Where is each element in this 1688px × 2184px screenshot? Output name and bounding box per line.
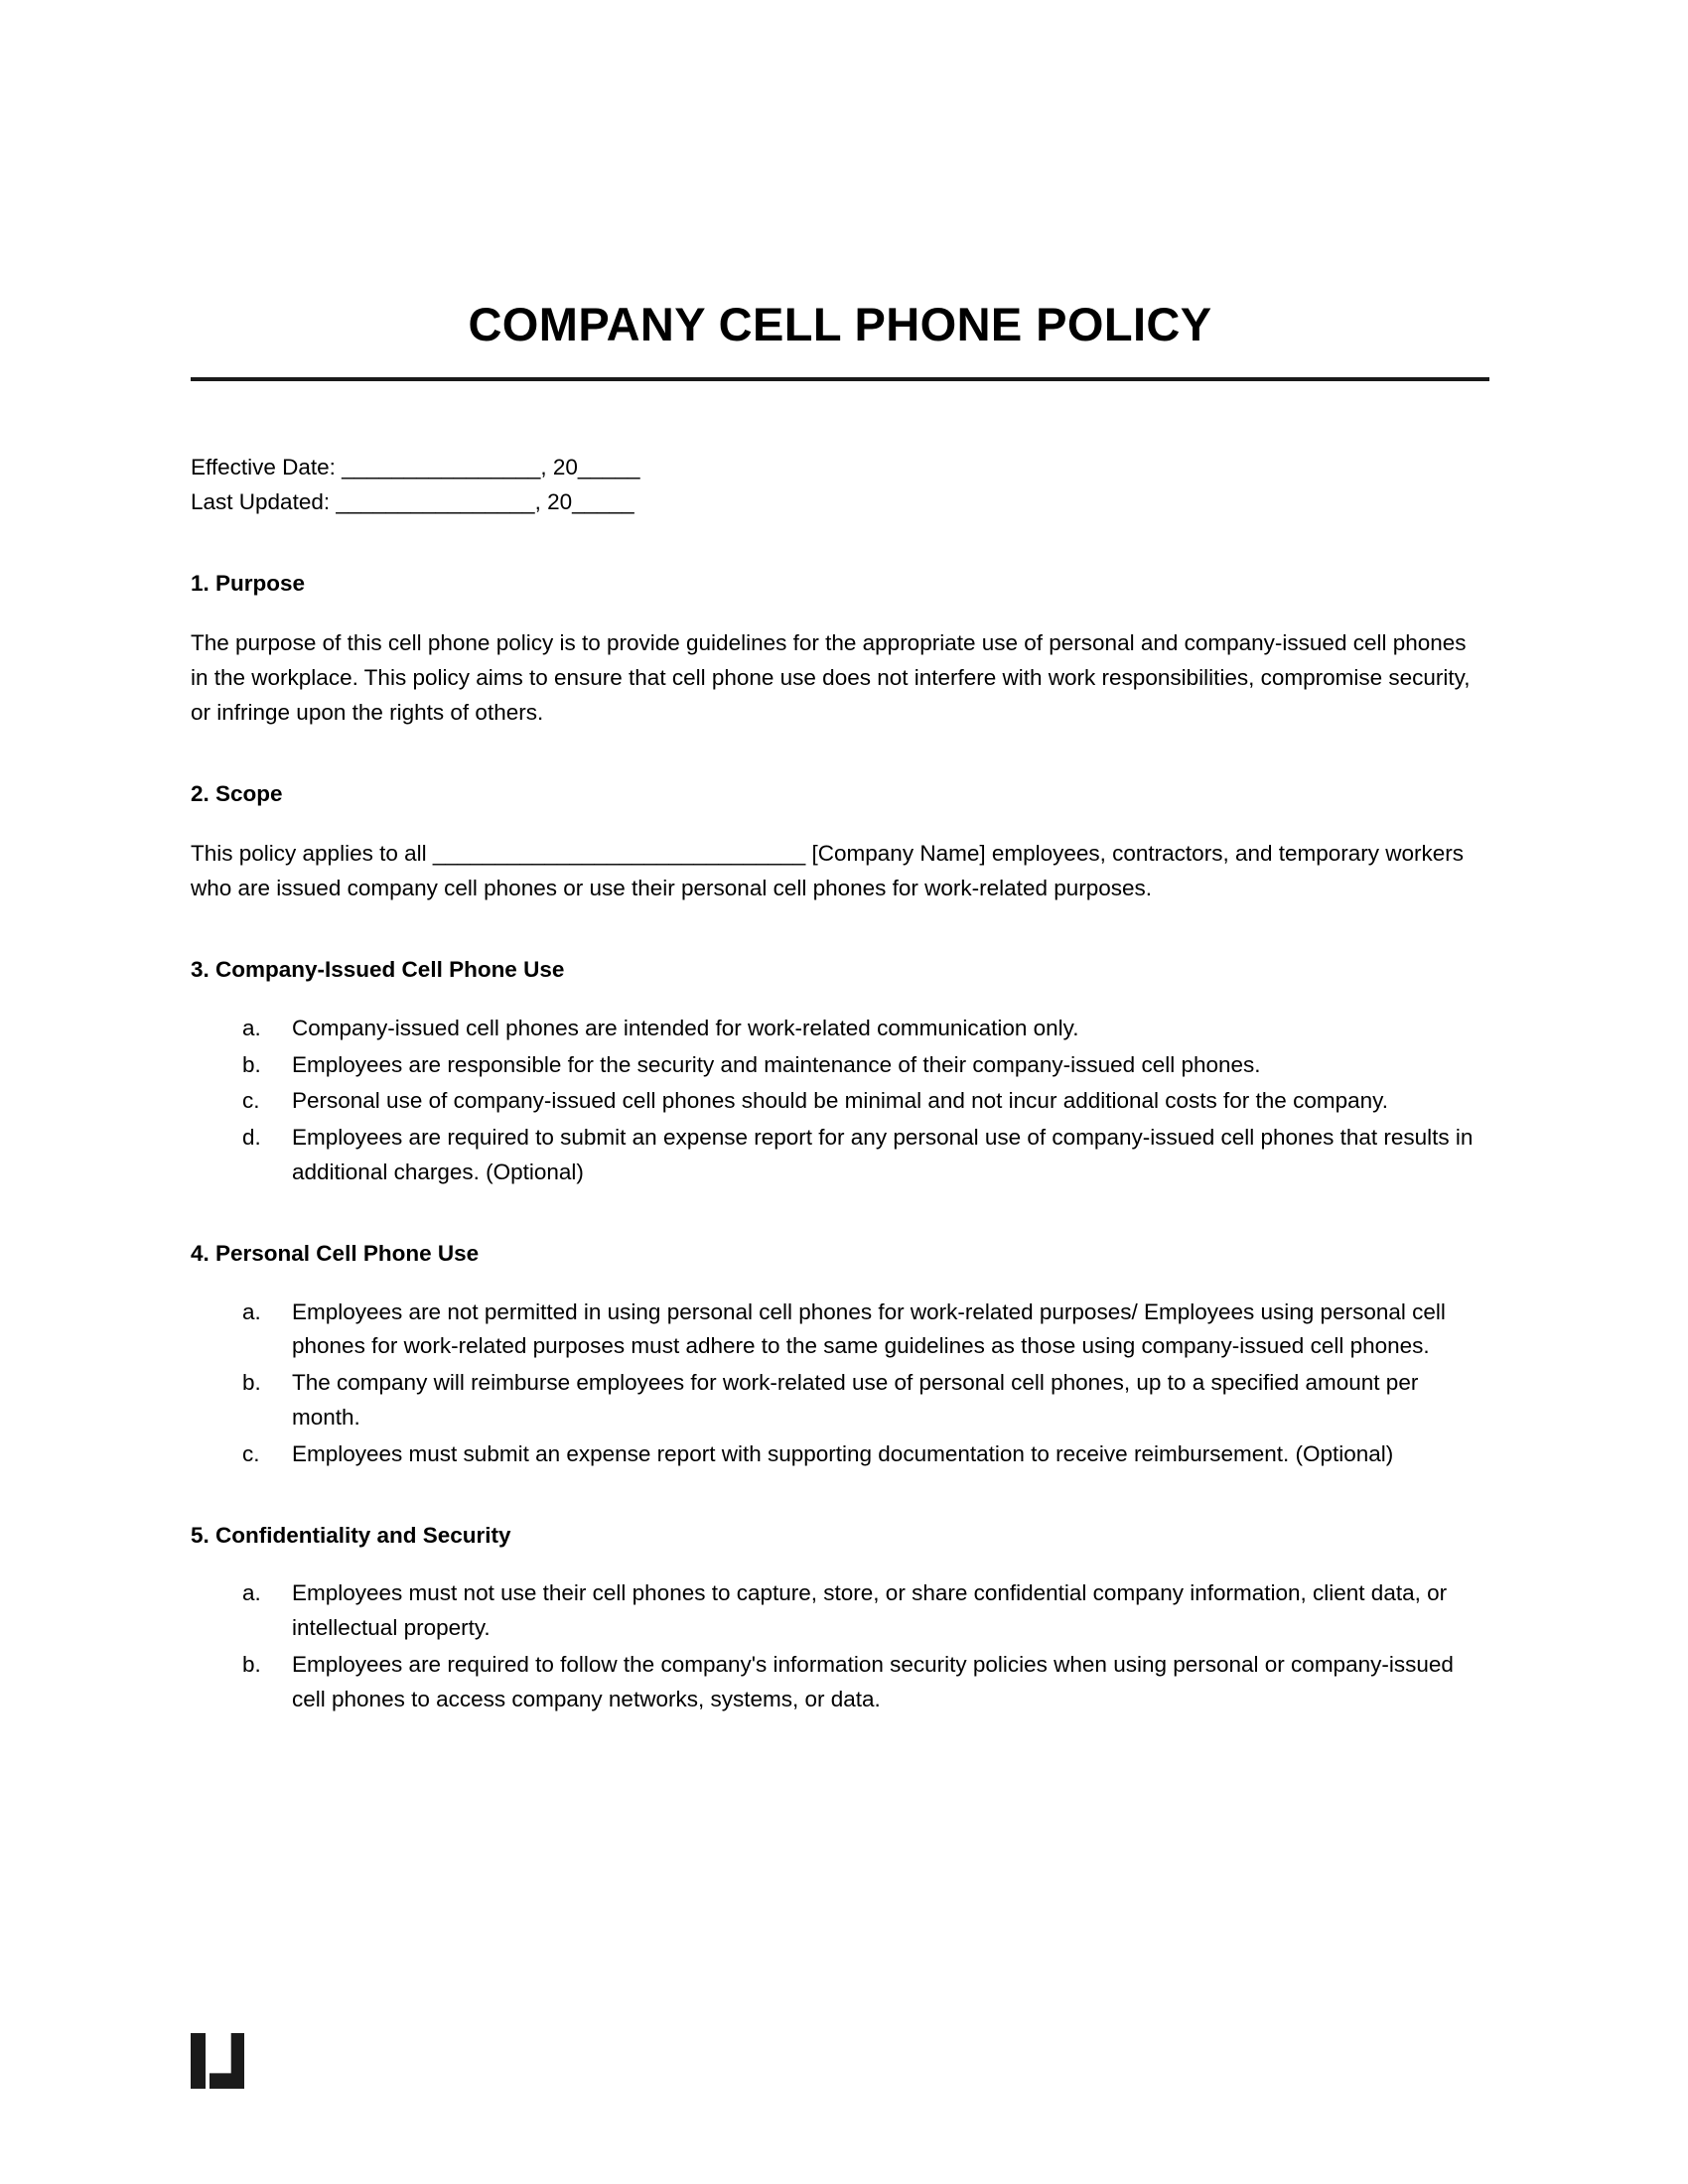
list-marker: d. (242, 1125, 261, 1151)
list-item-text: Employees are required to submit an expense report for any personal use of company-issued cell phones that results in additional charges. (Optional) (292, 1125, 1474, 1185)
list-item (191, 1084, 1489, 1119)
list-marker: a. (242, 1298, 261, 1324)
list-marker: a. (242, 1580, 261, 1606)
section-heading-confidentiality-security: 5. Confidentiality and Security (191, 1522, 511, 1548)
logo-bar-left (191, 2033, 206, 2089)
list-marker: a. (242, 1015, 261, 1040)
list-item-text: Employees must submit an expense report with supporting documentation to receive reimbursement. (Optional) (292, 1441, 1394, 1467)
list-marker: b. (242, 1652, 261, 1678)
last-updated-line: Last Updated: ________________, 20_____ (191, 488, 634, 514)
effective-date-line: Effective Date: ________________, 20_____ (191, 455, 640, 480)
list-item-text: Employees are not permitted in using personal cell phones for work-related purposes/ Employees using personal cell phones for work-related purposes must adhere to the same guidelines as those using company-issued cell phones. (292, 1298, 1446, 1359)
list-item-text: Employees must not use their cell phones to capture, store, or share confidential company information, client data, or intellectual property. (292, 1580, 1448, 1641)
list-item-text: The company will reimburse employees for work-related use of personal cell phones, up to a specified amount per month. (292, 1370, 1419, 1431)
list-item (191, 1121, 1489, 1190)
legaltemplates-logo-icon (191, 2033, 244, 2089)
section-list-company-issued-use (191, 1012, 1489, 1190)
list-item-text: Company-issued cell phones are intended for work-related communication only. (292, 1015, 1079, 1040)
list-item (191, 1576, 1489, 1646)
title-divider (191, 377, 1489, 381)
list-item (191, 1437, 1489, 1472)
section-list-personal-use (191, 1296, 1489, 1472)
section-paragraph-purpose: The purpose of this cell phone policy is to provide guidelines for the appropriate use of personal and company-issued cell phones in the workplace. This policy aims to ensure that cell phone use does not interfere with work responsibilities, compromise security, or infringe upon the rights of others. (191, 630, 1471, 726)
list-item (191, 1648, 1489, 1717)
logo-bar-block (210, 2033, 244, 2089)
list-marker: c. (242, 1088, 260, 1114)
section-heading-personal-use: 4. Personal Cell Phone Use (191, 1241, 480, 1267)
list-marker: c. (242, 1441, 260, 1467)
list-marker: b. (242, 1051, 261, 1077)
section-list-confidentiality-security (191, 1576, 1489, 1717)
list-item (191, 1366, 1489, 1435)
section-heading-purpose: 1. Purpose (191, 570, 306, 596)
section-paragraph-scope: This policy applies to all ______________________________ [Company Name] employees, contractors, and temporary workers who are issued company cell phones or use their personal cell phones for work-related purposes. (191, 841, 1465, 901)
list-item-text: Employees are required to follow the company's information security policies when using personal or company-issued cell phones to access company networks, systems, or data. (292, 1652, 1454, 1712)
document-meta (191, 451, 1489, 520)
section-heading-company-issued-use: 3. Company-Issued Cell Phone Use (191, 957, 565, 983)
list-item-text: Personal use of company-issued cell phones should be minimal and not incur additional costs for the company. (292, 1088, 1388, 1114)
page-title: COMPANY CELL PHONE POLICY (468, 298, 1212, 350)
list-item (191, 1296, 1489, 1365)
list-marker: b. (242, 1370, 261, 1396)
list-item (191, 1012, 1489, 1046)
document-body (191, 0, 1489, 1719)
list-item-text: Employees are responsible for the security and maintenance of their company-issued cell phones. (292, 1051, 1261, 1077)
list-item (191, 1048, 1489, 1083)
section-heading-scope: 2. Scope (191, 780, 283, 806)
